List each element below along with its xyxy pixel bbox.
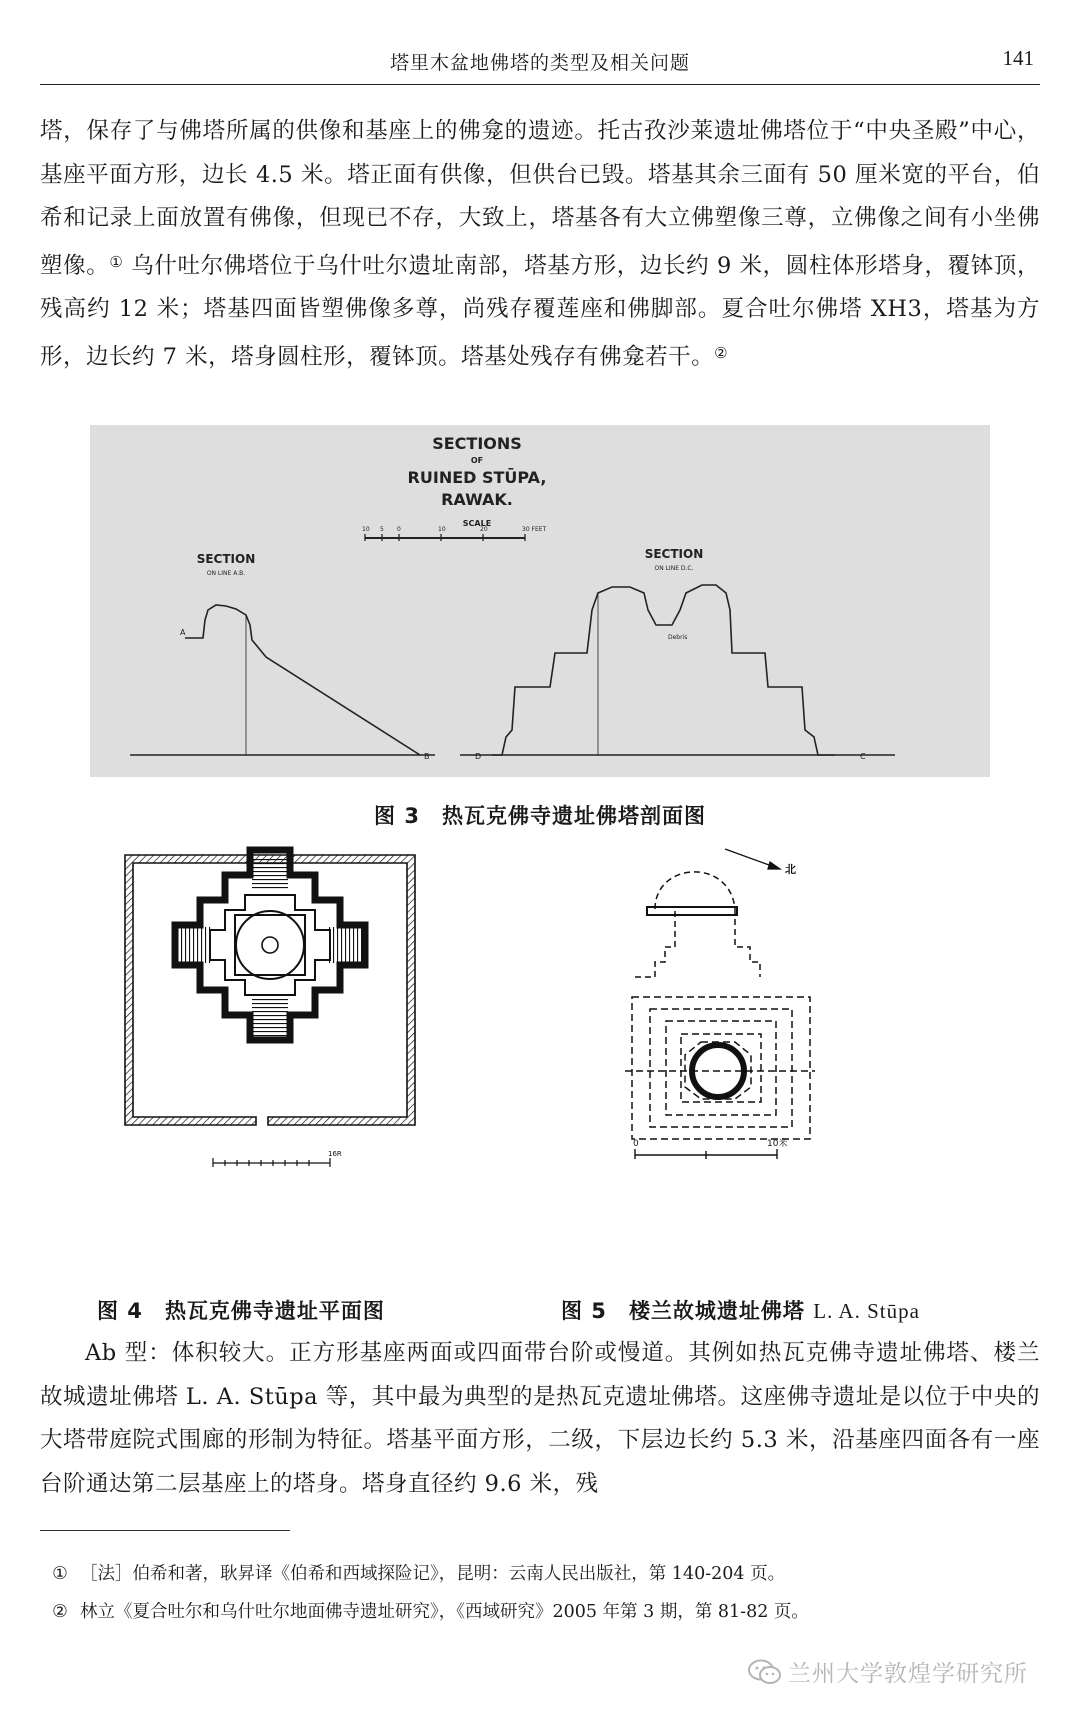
footnote-divider — [40, 1530, 290, 1531]
fig3-section-left-sub: ON LINE A.B. — [206, 570, 246, 577]
fig3-scale-label: SCALE — [462, 519, 492, 528]
caption-number: 图 5 — [561, 1299, 607, 1323]
fig3-scale-tick: 30 FEET — [522, 526, 547, 533]
fig5-scale-end: 10米 — [767, 1139, 788, 1149]
figure-3-caption — [0, 800, 1080, 830]
fig3-title-line: OF — [470, 456, 484, 465]
fig3-section-right-sub: ON LINE D.C. — [654, 565, 694, 572]
caption-latin: L. A. Stūpa — [813, 1299, 920, 1323]
north-label: 北 — [785, 863, 796, 876]
plan-drawing — [125, 855, 445, 1265]
wechat-icon — [748, 1659, 782, 1685]
figure-5-plan — [635, 847, 865, 1171]
loulan-drawing — [635, 847, 865, 1167]
fig3-point-c: C — [860, 752, 866, 761]
figure-4-caption — [97, 1295, 385, 1325]
figure-3-sections — [90, 425, 990, 777]
footnote-mark: ② — [52, 1602, 68, 1622]
paragraph-text: 塔，保存了与佛塔所属的供像和基座上的佛龛的遗迹。托古孜沙莱遗址佛塔位于“中央圣殿”中心，基座平面方形，边长 4.5 米。塔正面有供像，但供台已毁。塔基其余三面有 50 厘米宽的平台，伯希和记录上面放置有佛像，但现已不存，大致上，塔基各有大立佛塑像三尊，立佛像之间有小坐佛塑像。 — [40, 118, 1040, 279]
fig3-scale-tick: 10 — [362, 526, 370, 533]
caption-number: 图 3 — [374, 804, 420, 828]
fig3-point-a: A — [180, 628, 186, 637]
footnote-ref[interactable]: ① — [109, 252, 124, 271]
north-arrow-icon — [725, 849, 780, 869]
fig4-scale-bar — [213, 1158, 330, 1167]
fig3-debris-label: Debris — [668, 634, 688, 641]
caption-text: 热瓦克佛寺遗址佛塔剖面图 — [441, 804, 706, 828]
fig3-scale-tick: 20 — [480, 526, 488, 533]
stairs-north — [252, 857, 288, 891]
stupa-base-squares — [625, 997, 815, 1139]
fig3-section-left-title: SECTION — [196, 552, 256, 566]
figure-5-caption — [561, 1295, 920, 1325]
stupa-center — [262, 937, 278, 953]
fig3-point-d: D — [475, 752, 482, 761]
watermark-text: 兰州大学敦煌学研究所 — [788, 1661, 1028, 1687]
body-paragraph-2: Ab 型：体积较大。正方形基座两面或四面带台阶或慢道。其例如热瓦克佛寺遗址佛塔、楼兰故城遗址佛塔 L. A. Stūpa 等，其中最为典型的是热瓦克遗址佛塔。这座佛寺遗址是以位于中央的大塔带庭院式围廊的形制为特征。塔基平面方形，二级，下层边长约 5.3 米，沿基座四面各有一座台阶通达第二层基座上的塔身。塔身直径约 9.6 米，残 — [40, 1340, 1040, 1497]
footnote — [40, 1598, 1040, 1623]
running-title: 塔里木盆地佛塔的类型及相关问题 — [389, 52, 690, 74]
section-drawing — [90, 425, 990, 777]
fig3-scale-tick: 10 — [438, 526, 446, 533]
fig3-title-line: RUINED STŪPA, — [407, 468, 547, 487]
stupa-elevation-band — [647, 907, 737, 915]
page-number: 141 — [1002, 46, 1034, 70]
caption-text: 热瓦克佛寺遗址平面图 — [164, 1299, 385, 1323]
fig5-scale-start: 0 — [633, 1139, 639, 1149]
fig3-scale-tick: 5 — [380, 526, 384, 533]
stairs-west — [177, 927, 211, 963]
page-header — [40, 40, 1040, 85]
footnote-text: ［法］伯希和著，耿昇译《伯希和西域探险记》，昆明：云南人民出版社，第 140-204 页。 — [80, 1564, 786, 1584]
fig4-scale-end: 16R — [328, 1150, 342, 1158]
figure-4-plan — [125, 855, 445, 1269]
stairs-east — [328, 927, 362, 963]
footnote — [40, 1560, 1040, 1585]
footnote-mark: ① — [52, 1564, 68, 1584]
paragraph-text: 乌什吐尔佛塔位于乌什吐尔遗址南部，塔基方形，边长约 9 米，圆柱体形塔身，覆钵顶，残高约 12 米；塔基四面皆塑佛像多尊，尚残存覆莲座和佛脚部。夏合吐尔佛塔 XH3，塔基为方形，边长约 7 米，塔身圆柱形，覆钵顶。塔基处残存有佛龛若干。 — [40, 252, 1040, 370]
stupa-elevation — [635, 872, 760, 977]
fig3-title-line: SECTIONS — [432, 434, 522, 453]
body-paragraph-1 — [40, 110, 1040, 379]
watermark — [748, 1655, 1028, 1688]
fig5-scale-bar — [635, 1149, 777, 1159]
caption-text: 楼兰故城遗址佛塔 — [628, 1299, 805, 1323]
fig3-section-right-title: SECTION — [644, 547, 704, 561]
caption-number: 图 4 — [97, 1299, 143, 1323]
footnote-text: 林立《夏合吐尔和乌什吐尔地面佛寺遗址研究》，《西域研究》2005 年第 3 期，第 81-82 页。 — [80, 1602, 809, 1622]
fig3-point-b: B — [424, 752, 430, 761]
footnote-ref[interactable]: ② — [714, 343, 729, 362]
stupa-drum — [236, 911, 304, 979]
fig3-scale-tick: 0 — [397, 526, 401, 533]
stairs-south — [252, 997, 288, 1037]
fig3-title-line: RAWAK. — [441, 490, 513, 509]
